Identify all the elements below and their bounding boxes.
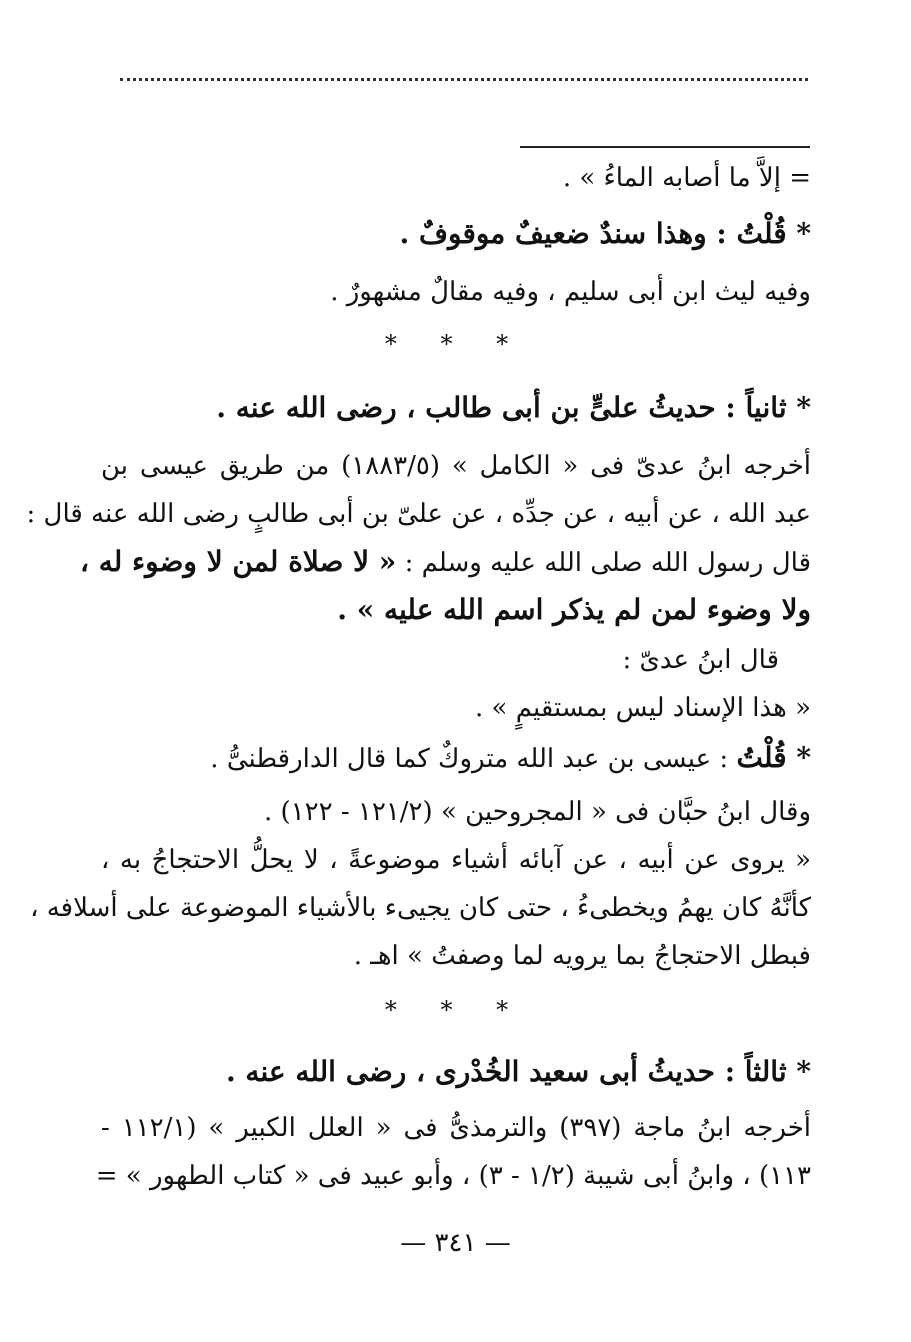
footnote-separator-rule bbox=[520, 146, 810, 148]
quote-line: « هذا الإسناد ليس بمستقيمٍ » . bbox=[475, 693, 811, 723]
body-text: قال رسول الله صلى الله عليه وسلم : bbox=[396, 548, 811, 578]
page-number: — ٣٤١ — bbox=[400, 1228, 511, 1258]
quote-line: « يروى عن أبيه ، عن آبائه أشياء موضوعةً ، لا يحلُّ الاحتجاجُ به ، bbox=[101, 845, 811, 875]
section-heading: * ثانياً : حديثُ علىٍّ بن أبى طالب ، رضى الله عنه . bbox=[216, 391, 811, 424]
section-separator: * * * bbox=[384, 330, 527, 358]
dotted-header-rule bbox=[120, 78, 808, 83]
comment-text: : عيسى بن عبد الله متروكٌ كما قال الدارقطنىُّ . bbox=[210, 744, 737, 774]
section-separator: * * * bbox=[384, 996, 527, 1024]
comment-line: * قُلْتُ : وهذا سندٌ ضعيفٌ موقوفٌ . bbox=[399, 217, 811, 250]
body-line: عبد الله ، عن أبيه ، عن جدِّه ، عن علىّ بن أبى طالبٍ رضى الله عنه قال : bbox=[26, 499, 811, 529]
body-line: أخرجه ابنُ عدىّ فى « الكامل » (١٨٨٣/٥) من طريق عيسى بن bbox=[101, 451, 811, 481]
body-line: ١١٣) ، وابنُ أبى شيبة (١/٢ - ٣) ، وأبو عبيد فى « كتاب الطهور » = bbox=[95, 1161, 811, 1191]
body-line: وفيه ليث ابن أبى سليم ، وفيه مقالٌ مشهورٌ . bbox=[330, 277, 811, 307]
quote-line: كأنَّهُ كان يهمُ ويخطىءُ ، حتى كان يجيىء بالأشياء الموضوعة على أسلافه ، bbox=[30, 893, 811, 923]
body-line: أخرجه ابنُ ماجة (٣٩٧) والترمذىُّ فى « العلل الكبير » (١١٢/١ - bbox=[101, 1113, 811, 1143]
body-line: وقال ابنُ حبَّان فى « المجروحين » (١٢١/٢ - ١٢٢) . bbox=[263, 797, 811, 827]
body-line: قال ابنُ عدىّ : bbox=[622, 645, 779, 675]
hadith-text: « لا صلاة لمن لا وضوء له ، bbox=[79, 545, 397, 578]
quote-line: فبطل الاحتجاجُ بما يرويه لما وصفتُ » اهـ . bbox=[353, 941, 811, 971]
hadith-text: ولا وضوء لمن لم يذكر اسم الله عليه » . bbox=[337, 593, 811, 626]
comment-label: * قُلْتُ bbox=[736, 741, 811, 774]
comment-line bbox=[210, 738, 811, 779]
body-line-with-hadith bbox=[79, 542, 811, 583]
footnote-line: = إلاَّ ما أصابه الماءُ » . bbox=[562, 163, 811, 193]
section-heading: * ثالثاً : حديثُ أبى سعيد الخُدْرى ، رضى الله عنه . bbox=[225, 1055, 811, 1088]
